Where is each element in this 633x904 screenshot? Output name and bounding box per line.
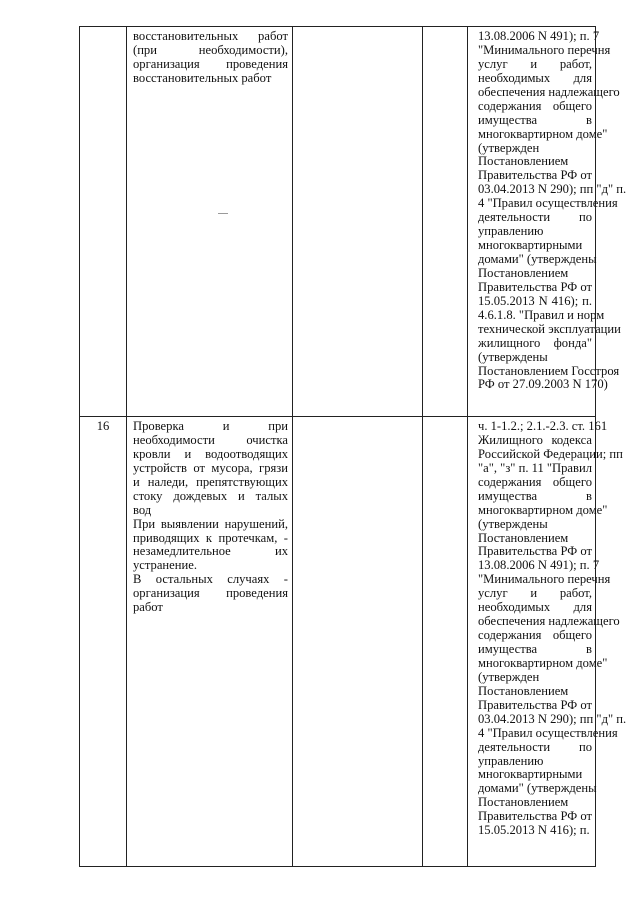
work-description bbox=[127, 27, 292, 86]
text-line: Жилищного кодекса bbox=[478, 432, 592, 447]
row-number-cell bbox=[80, 27, 127, 417]
text-line: Постановлением bbox=[478, 795, 569, 810]
text-line: устройств от мусора, грязи bbox=[133, 460, 288, 475]
text-line: (утверждены bbox=[478, 516, 548, 531]
work-description-cell bbox=[127, 417, 293, 867]
legal-basis bbox=[468, 417, 627, 838]
empty-cell bbox=[293, 417, 423, 867]
text-line: необходимости очистка bbox=[133, 432, 288, 447]
text-line: незамедлительное их bbox=[133, 544, 288, 559]
text-line: содержания общего bbox=[478, 474, 592, 489]
text-line: организация проведения bbox=[133, 586, 288, 601]
text-line: Постановлением bbox=[478, 154, 569, 169]
text-line: содержания общего bbox=[478, 98, 592, 113]
text-line: обеспечения надлежащего bbox=[478, 84, 620, 99]
text-line: технической эксплуатации bbox=[478, 321, 621, 336]
text-line: домами" (утверждены bbox=[478, 252, 597, 266]
empty-cell bbox=[423, 417, 468, 867]
text-line: 15.05.2013 N 416); п. bbox=[478, 823, 590, 838]
work-description bbox=[127, 417, 292, 615]
text-line: (утвержден bbox=[478, 669, 540, 684]
text-line: В остальных случаях - bbox=[133, 572, 288, 587]
text-line: кровли и водоотводящих bbox=[133, 446, 288, 461]
text-line: "Минимального перечня bbox=[478, 42, 611, 57]
legal-basis bbox=[468, 27, 627, 392]
text-line: услуг и работ, bbox=[478, 56, 592, 71]
regulation-table bbox=[79, 26, 627, 867]
text-line: Постановлением Госстроя bbox=[478, 363, 620, 378]
table-row bbox=[80, 27, 596, 417]
text-line: Правительства РФ от bbox=[478, 168, 592, 183]
text-line: многоквартирными bbox=[478, 767, 583, 782]
text-line: (утвержден bbox=[478, 140, 540, 155]
scan-mark bbox=[218, 213, 228, 214]
table-row bbox=[80, 417, 596, 867]
text-line: При выявлении нарушений, bbox=[133, 516, 288, 531]
text-line: вод bbox=[133, 502, 152, 517]
text-line: Постановлением bbox=[478, 683, 569, 698]
text-line: 03.04.2013 N 290); пп "д" п. bbox=[478, 182, 627, 197]
text-line: 4 "Правил осуществления bbox=[478, 196, 618, 211]
text-line: восстановительных работ bbox=[133, 70, 272, 85]
legal-basis-cell bbox=[468, 417, 627, 867]
text-line: Правительства РФ от bbox=[478, 544, 592, 559]
text-line: многоквартирном доме" bbox=[478, 126, 608, 141]
text-line: обеспечения надлежащего bbox=[478, 614, 620, 629]
text-line: ч. 1-1.2.; 2.1.-2.3. ст. 161 bbox=[478, 419, 608, 433]
text-line: Правительства РФ от bbox=[478, 697, 592, 712]
text-line: 4.6.1.8. "Правил и норм bbox=[478, 307, 605, 322]
text-line: имущества в bbox=[478, 112, 592, 127]
text-line: необходимых для bbox=[478, 70, 592, 85]
text-line: 4 "Правил осуществления bbox=[478, 725, 618, 740]
text-line: "Минимального перечня bbox=[478, 572, 611, 587]
text-line: многоквартирном доме" bbox=[478, 655, 608, 670]
empty-cell bbox=[423, 27, 468, 417]
text-line: Постановлением bbox=[478, 265, 569, 280]
text-line: 15.05.2013 N 416); п. bbox=[478, 293, 592, 308]
text-line: и наледи, препятствующих bbox=[133, 474, 288, 489]
text-line: РФ от 27.09.2003 N 170) bbox=[478, 377, 608, 392]
text-line: услуг и работ, bbox=[478, 586, 592, 601]
row-number: 16 bbox=[96, 419, 110, 433]
text-line: имущества в bbox=[478, 642, 592, 656]
text-line: стоку дождевых и талых bbox=[133, 488, 288, 503]
text-line: Правительства РФ от bbox=[478, 279, 592, 294]
text-line: устранение. bbox=[133, 558, 197, 573]
text-line: содержания общего bbox=[478, 628, 592, 643]
text-line: (утверждены bbox=[478, 349, 548, 364]
text-line: организация проведения bbox=[133, 56, 288, 71]
work-description-cell bbox=[127, 27, 293, 417]
text-line: работ bbox=[133, 600, 163, 615]
text-line: управлению bbox=[478, 224, 544, 239]
text-line: домами" (утверждены bbox=[478, 781, 597, 796]
empty-cell bbox=[293, 27, 423, 417]
text-line: (при необходимости), bbox=[133, 42, 288, 57]
text-line: восстановительных работ bbox=[133, 29, 288, 43]
row-number-cell bbox=[80, 417, 127, 867]
text-line: жилищного фонда" bbox=[478, 335, 592, 350]
text-line: необходимых для bbox=[478, 600, 592, 615]
text-line: 13.08.2006 N 491); п. 7 bbox=[478, 558, 600, 573]
text-line: Правительства РФ от bbox=[478, 809, 592, 824]
text-line: Проверка и при bbox=[133, 419, 288, 433]
text-line: Постановлением bbox=[478, 530, 569, 545]
text-line: многоквартирном доме" bbox=[478, 502, 608, 517]
text-line: имущества в bbox=[478, 488, 592, 503]
text-line: многоквартирными bbox=[478, 238, 583, 253]
text-line: 03.04.2013 N 290); пп "д" п. bbox=[478, 711, 627, 726]
text-line: 13.08.2006 N 491); п. 7 bbox=[478, 29, 600, 43]
text-line: деятельности по bbox=[478, 739, 592, 754]
text-line: приводящих к протечкам, - bbox=[133, 530, 288, 545]
legal-basis-cell bbox=[468, 27, 627, 417]
text-line: управлению bbox=[478, 753, 544, 768]
text-line: "а", "з" п. 11 "Правил bbox=[478, 460, 592, 475]
text-line: Российской Федерации; пп bbox=[478, 446, 623, 461]
text-line: деятельности по bbox=[478, 210, 592, 225]
